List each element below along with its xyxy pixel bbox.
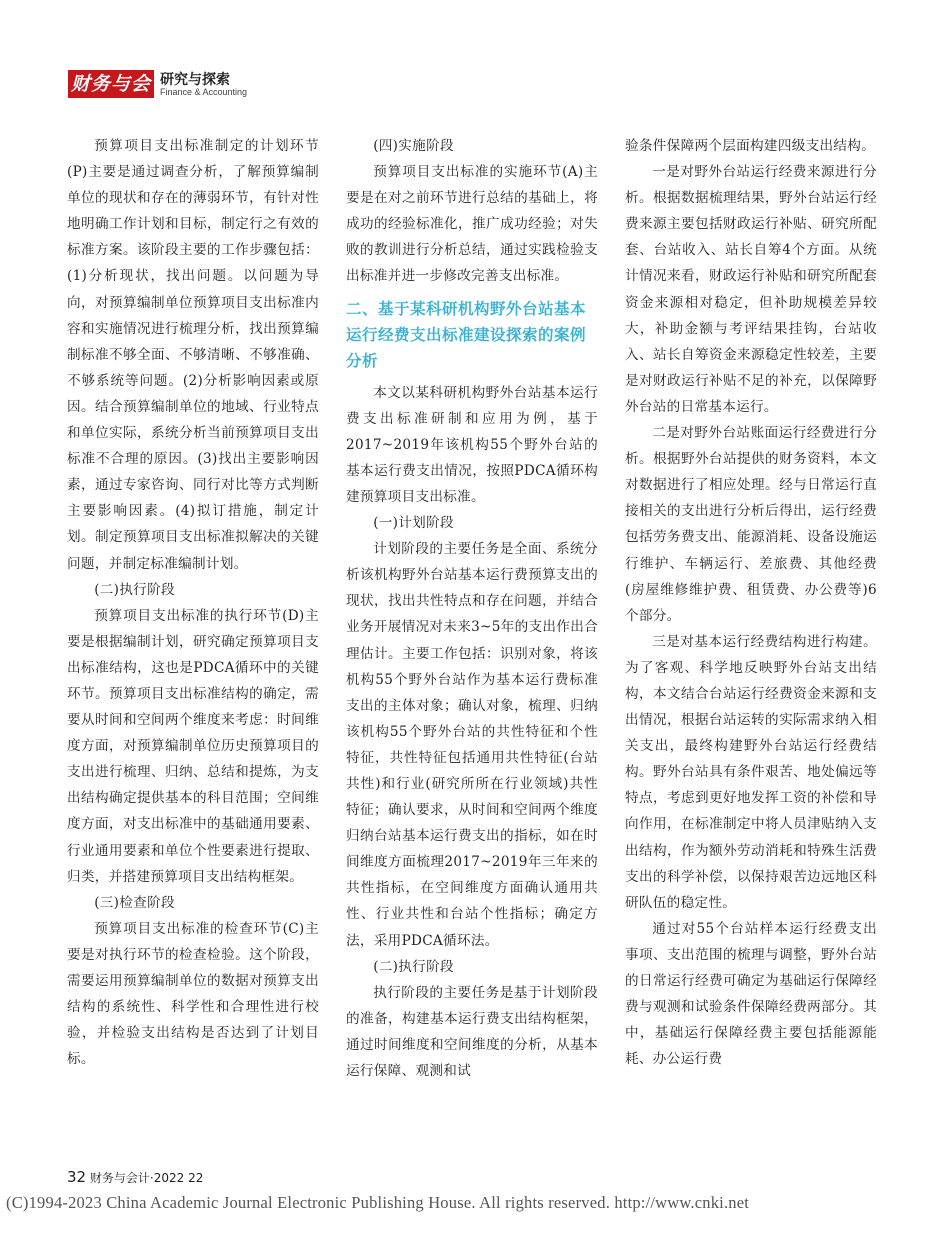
paragraph-continued: 验条件保障两个层面构建四级支出结构。 — [625, 138, 876, 154]
paragraph: 计划阶段的主要任务是全面、系统分析该机构野外台站基本运行费预算支出的现状，找出共性特点和存在问题，并结合业务开展情况对未来3~5年的支出作出合理估计。主要工作包括：识别对象，将该机构55个野外台站作为基本运行费标准支出的主体对象；确认对象，梳理、归纳该机构55个野外台站的共性特征和个性特征，共性特征包括通用共性特征(台站共性)和行业(研究所所在行业领域)共性特征；确认要求，从时间和空间两个维度归纳台站基本运行费支出的指标，如在时间维度方面梳理2017~2019年三年来的共性指标，在空间维度方面确认通用共性、行业共性和台站个性指标；确定方法，采用PDCA循环法。 — [346, 541, 598, 949]
paragraph: 预算项目支出标准的实施环节(A)主要是在对之前环节进行总结的基础上，将成功的经验标准化，推广成功经验；对失败的教训进行分析总结，通过实践检验支出标准并进一步修改完善支出标准。 — [346, 164, 598, 285]
paragraph: 预算项目支出标准制定的计划环节(P)主要是通过调查分析，了解预算编制单位的现状和存在的薄弱环节，有针对性地明确工作计划和目标，制定行之有效的标准方案。该阶段主要的工作步骤包括：(1)分析现状，找出问题。以问题为导向，对预算编制单位预算项目支出标准内容和实施情况进行梳理分析，找出预算编制标准不够全面、不够清晰、不够准确、不够系统等问题。(2)分析影响因素或原因。结合预算编制单位的地域、行业特点和单位实际，系统分析当前预算项目支出标准不合理的原因。(3)找出主要影响因素，通过专家咨询、同行对比等方式判断主要影响因素。(4)拟订措施，制定计划。制定预算项目支出标准拟解决的关键问题，并制定标准编制计划。 — [67, 138, 319, 572]
page-footer — [67, 1168, 203, 1186]
subheading: (四)实施阶段 — [373, 138, 454, 154]
section-subtitle: Finance & Accounting — [160, 87, 248, 97]
section-heading: 二、基于某科研机构野外台站基本运行经费支出标准建设探索的案例分析 — [346, 299, 587, 370]
subheading: (三)检查阶段 — [94, 894, 175, 911]
subheading: (二)执行阶段 — [373, 958, 454, 975]
paragraph: 执行阶段的主要任务是基于计划阶段的准备，构建基本运行费支出结构框架，通过时间维度和空间维度的分析，从基本运行保障、观测和试 — [346, 984, 598, 1079]
column-2 — [346, 133, 598, 1084]
paragraph: 二是对野外台站账面运行经费进行分析。根据野外台站提供的财务资料，本文对数据进行了相应处理。经与日常运行直接相关的支出进行分析后得出，运行经费包括劳务费支出、能源消耗、设备设施运行维护、车辆运行、差旅费、其他经费(房屋维修维护费、租赁费、办公费等)6个部分。 — [625, 425, 877, 624]
paragraph: 三是对基本运行经费结构进行构建。为了客观、科学地反映野外台站支出结构，本文结合台站运行经费资金来源和支出情况，根据台站运转的实际需求纳入相关支出，最终构建野外台站运行经费结构。野外台站具有条件艰苦、地处偏远等特点，考虑到更好地发挥工资的补偿和导向作用，在标准制定中将人员津贴纳入支出结构，作为额外劳动消耗和特殊生活费支出的科学补偿，以保持艰苦边远地区科研队伍的稳定性。 — [625, 633, 877, 911]
subheading: (二)执行阶段 — [94, 581, 175, 598]
section-title: 研究与探索 — [160, 72, 230, 88]
subheading: (一)计划阶段 — [373, 515, 454, 532]
journal-issue: 财务与会计·2022 22 — [89, 1171, 204, 1185]
paragraph: 通过对55个台站样本运行经费支出事项、支出范围的梳理与调整，野外台站的日常运行经费可确定为基础运行保障经费与观测和试验条件保障经费两部分。其中，基础运行保障经费主要包括能源能耗、办公运行费 — [625, 920, 877, 1068]
paragraph: 本文以某科研机构野外台站基本运行费支出标准研制和应用为例，基于2017~2019年该机构55个野外台站的基本运行费支出情况，按照PDCA循环构建预算项目支出标准。 — [346, 384, 598, 505]
column-3 — [625, 133, 877, 1072]
journal-logo: 财务与会计 — [68, 70, 154, 98]
column-1 — [67, 133, 319, 1072]
paragraph: 预算项目支出标准的执行环节(D)主要是根据编制计划，研究确定预算项目支出标准结构，这也是PDCA循环中的关键环节。预算项目支出标准结构的确定，需要从时间和空间两个维度来考虑：时间维度方面，对预算编制单位历史预算项目的支出进行梳理、归纳、总结和提炼，为支出结构确定提供基本的科目范围；空间维度方面，对支出标准中的基础通用要素、行业通用要素和单位个性要素进行提取、归类，并搭建预算项目支出结构框架。 — [67, 607, 319, 885]
paragraph: 预算项目支出标准的检查环节(C)主要是对执行环节的检查检验。这个阶段，需要运用预算编制单位的数据对预算支出结构的系统性、科学性和合理性进行校验，并检验支出结构是否达到了计划目标。 — [67, 920, 319, 1068]
page-number: 32 — [67, 1168, 87, 1186]
paragraph: 一是对野外台站运行经费来源进行分析。根据数据梳理结果，野外台站运行经费来源主要包括财政运行补贴、研究所配套、台站收入、站长自筹4个方面。从统计情况来看，财政运行补贴和研究所配套资金来源相对稳定，但补助规模差异较大，补助金额与考评结果挂钩，台站收入、站长自筹资金来源稳定性较差，主要是对财政运行补贴不足的补充，以保障野外台站的日常基本运行。 — [625, 164, 877, 415]
copyright-notice: (C)1994-2023 China Academic Journal Electronic Publishing House. All rights reserved. http://www.cnki.net — [6, 1193, 750, 1212]
